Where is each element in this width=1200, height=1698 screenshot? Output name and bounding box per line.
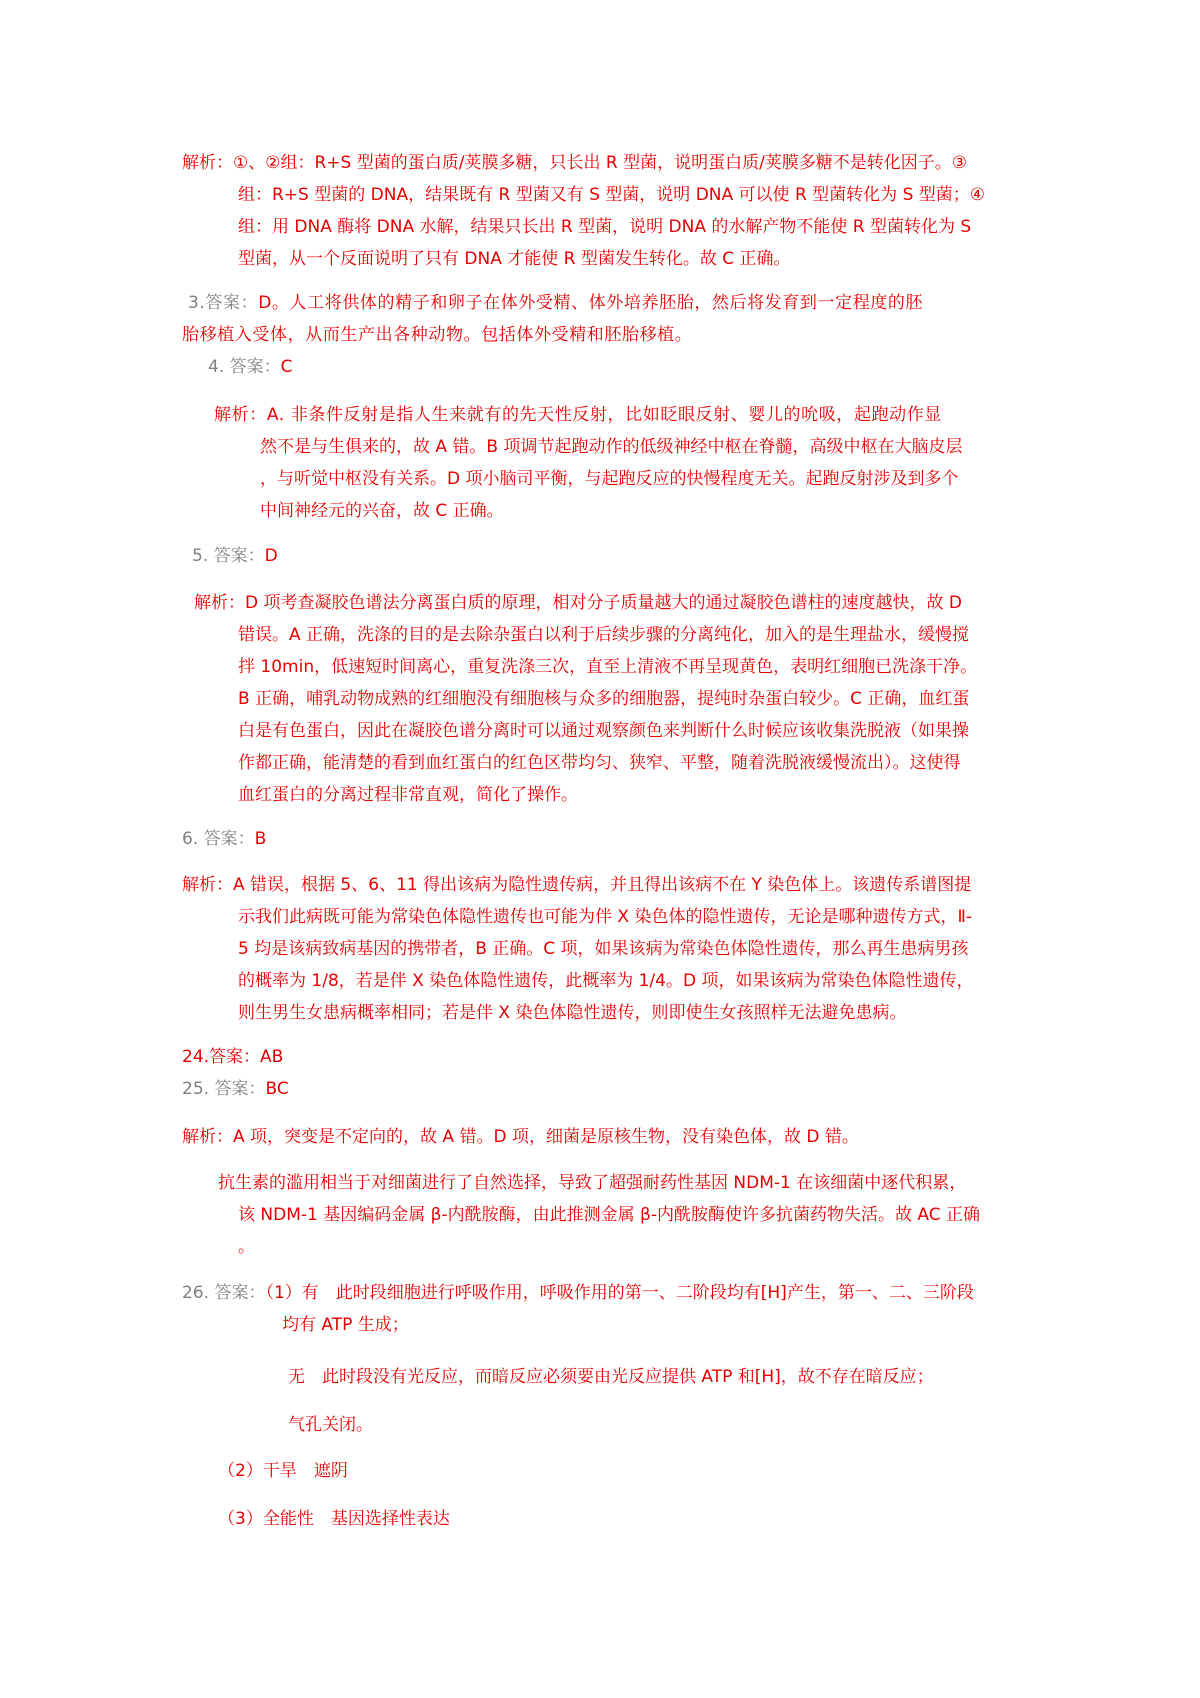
explain-label: 解析：: [182, 875, 233, 895]
explain-line: 然不是与生俱来的，故 A 错。B 项调节起跑动作的低级神经中枢在脊髓，高级中枢在大脑皮层: [260, 437, 963, 457]
answer-value: B: [254, 829, 267, 849]
explain-line: 解析：D 项考查凝胶色谱法分离蛋白质的原理，相对分子质量越大的通过凝胶色谱柱的速度越快，故 D: [194, 593, 962, 613]
explain-line: 解析：A 错误，根据 5、6、11 得出该病为隐性遗传病，并且得出该病不在 Y 染色体上。该遗传系谱图提: [182, 875, 972, 895]
answer-label: 4. 答案：: [208, 357, 281, 377]
explain-line: 则生男生女患病概率相同；若是伴 X 染色体隐性遗传，则即使生女孩照样无法避免患病。: [238, 1003, 907, 1023]
explain-line: 解析：A 项，突变是不定向的，故 A 错。D 项，细菌是原核生物，没有染色体，故 D 错。: [182, 1127, 859, 1147]
explain-label: 解析：: [194, 593, 245, 613]
explain-line: 的概率为 1/8，若是伴 X 染色体隐性遗传，此概率为 1/4。D 项，如果该病为常染色体隐性遗传，: [238, 971, 974, 991]
explain-line: 抗生素的滥用相当于对细菌进行了自然选择，导致了超强耐药性基因 NDM-1 在该细菌中逐代积累，: [218, 1173, 967, 1193]
answer-label: 3.答案：: [188, 293, 259, 313]
answer-value: C: [280, 357, 293, 377]
explain-label: 解析：: [182, 1127, 233, 1147]
answer-line: 3.答案：D。人工将供体的精子和卵子在体外受精、体外培养胚胎，然后将发育到一定程度的胚: [188, 293, 924, 313]
explain-label: 解析：: [214, 405, 267, 425]
answer-line: 均有 ATP 生成；: [282, 1315, 409, 1335]
explain-line: 。: [238, 1237, 255, 1257]
answer-label: 6. 答案：: [182, 829, 255, 849]
answer-line: 26. 答案：（1）有 此时段细胞进行呼吸作用，呼吸作用的第一、二阶段均有[H]产生，第一、二、三阶段: [182, 1283, 974, 1303]
answer-line: 胎移植入受体，从而生产出各种动物。包括体外受精和胚胎移植。: [182, 325, 693, 345]
explain-line: ，与听觉中枢没有关系。D 项小脑司平衡，与起跑反应的快慢程度无关。起跑反射涉及到多个: [260, 469, 959, 489]
answer-label: 24.答案：: [182, 1047, 261, 1067]
answer-value: BC: [265, 1079, 289, 1099]
answer-value: D: [264, 546, 278, 566]
answer-line: 无 此时段没有光反应，而暗反应必须要由光反应提供 ATP 和[H]，故不存在暗反应；: [288, 1367, 934, 1387]
answer-line: [182, 828, 266, 850]
explain-line: 错误。A 正确，洗涤的目的是去除杂蛋白以利于后续步骤的分离纯化，加入的是生理盐水，缓慢搅: [238, 625, 970, 645]
explain-line: 组：R+S 型菌的 DNA，结果既有 R 型菌又有 S 型菌，说明 DNA 可以使 R 型菌转化为 S 型菌；④: [238, 185, 986, 205]
answer-line: [208, 356, 293, 378]
explain-line: 5 均是该病致病基因的携带者，B 正确。C 项，如果该病为常染色体隐性遗传，那么再生患病男孩: [238, 939, 969, 959]
explain-line: 中间神经元的兴奋，故 C 正确。: [260, 501, 504, 521]
explain-label: 解析：: [182, 153, 233, 173]
explain-line: B 正确，哺乳动物成熟的红细胞没有细胞核与众多的细胞器，提纯时杂蛋白较少。C 正确，血红蛋: [238, 689, 970, 709]
answer-line: [182, 1078, 289, 1100]
answer-line: （2）干旱 遮阴: [218, 1461, 348, 1481]
explain-line: 拌 10min，低速短时间离心，重复洗涤三次，直至上清液不再呈现黄色，表明红细胞已洗涤干净。: [238, 657, 978, 677]
answer-line: （3）全能性 基因选择性表达: [218, 1509, 450, 1529]
answer-line: 气孔关闭。: [288, 1415, 373, 1435]
answer-label: 26. 答案：: [182, 1283, 266, 1303]
answer-label: 5. 答案：: [192, 546, 265, 566]
answer-line: [182, 1046, 283, 1068]
explain-line: 解析：A. 非条件反射是指人生来就有的先天性反射，比如眨眼反射、婴儿的吮吸，起跑动作显: [214, 405, 942, 425]
explain-line: 组：用 DNA 酶将 DNA 水解，结果只长出 R 型菌，说明 DNA 的水解产物不能使 R 型菌转化为 S: [238, 217, 972, 237]
explain-line: 该 NDM-1 基因编码金属 β-内酰胺酶，由此推测金属 β-内酰胺酶使许多抗菌药物失活。故 AC 正确: [238, 1205, 981, 1225]
explain-line: 示我们此病既可能为常染色体隐性遗传也可能为伴 X 染色体的隐性遗传，无论是哪种遗传方式，Ⅱ-: [238, 907, 972, 927]
explain-line: 血红蛋白的分离过程非常直观，简化了操作。: [238, 785, 578, 805]
answer-line: [192, 545, 278, 567]
answer-value: AB: [260, 1047, 284, 1067]
explain-line: 作都正确，能清楚的看到血红蛋白的红色区带均匀、狭窄、平整，随着洗脱液缓慢流出）。这使得: [238, 753, 961, 773]
answer-label: 25. 答案：: [182, 1079, 266, 1099]
explain-line: 解析：①、②组：R+S 型菌的蛋白质/荚膜多糖，只长出 R 型菌，说明蛋白质/荚膜多糖不是转化因子。③: [182, 153, 968, 173]
explain-line: 白是有色蛋白，因此在凝胶色谱分离时可以通过观察颜色来判断什么时候应该收集洗脱液（如果操: [238, 721, 969, 741]
explain-line: 型菌，从一个反面说明了只有 DNA 才能使 R 型菌发生转化。故 C 正确。: [238, 249, 791, 269]
